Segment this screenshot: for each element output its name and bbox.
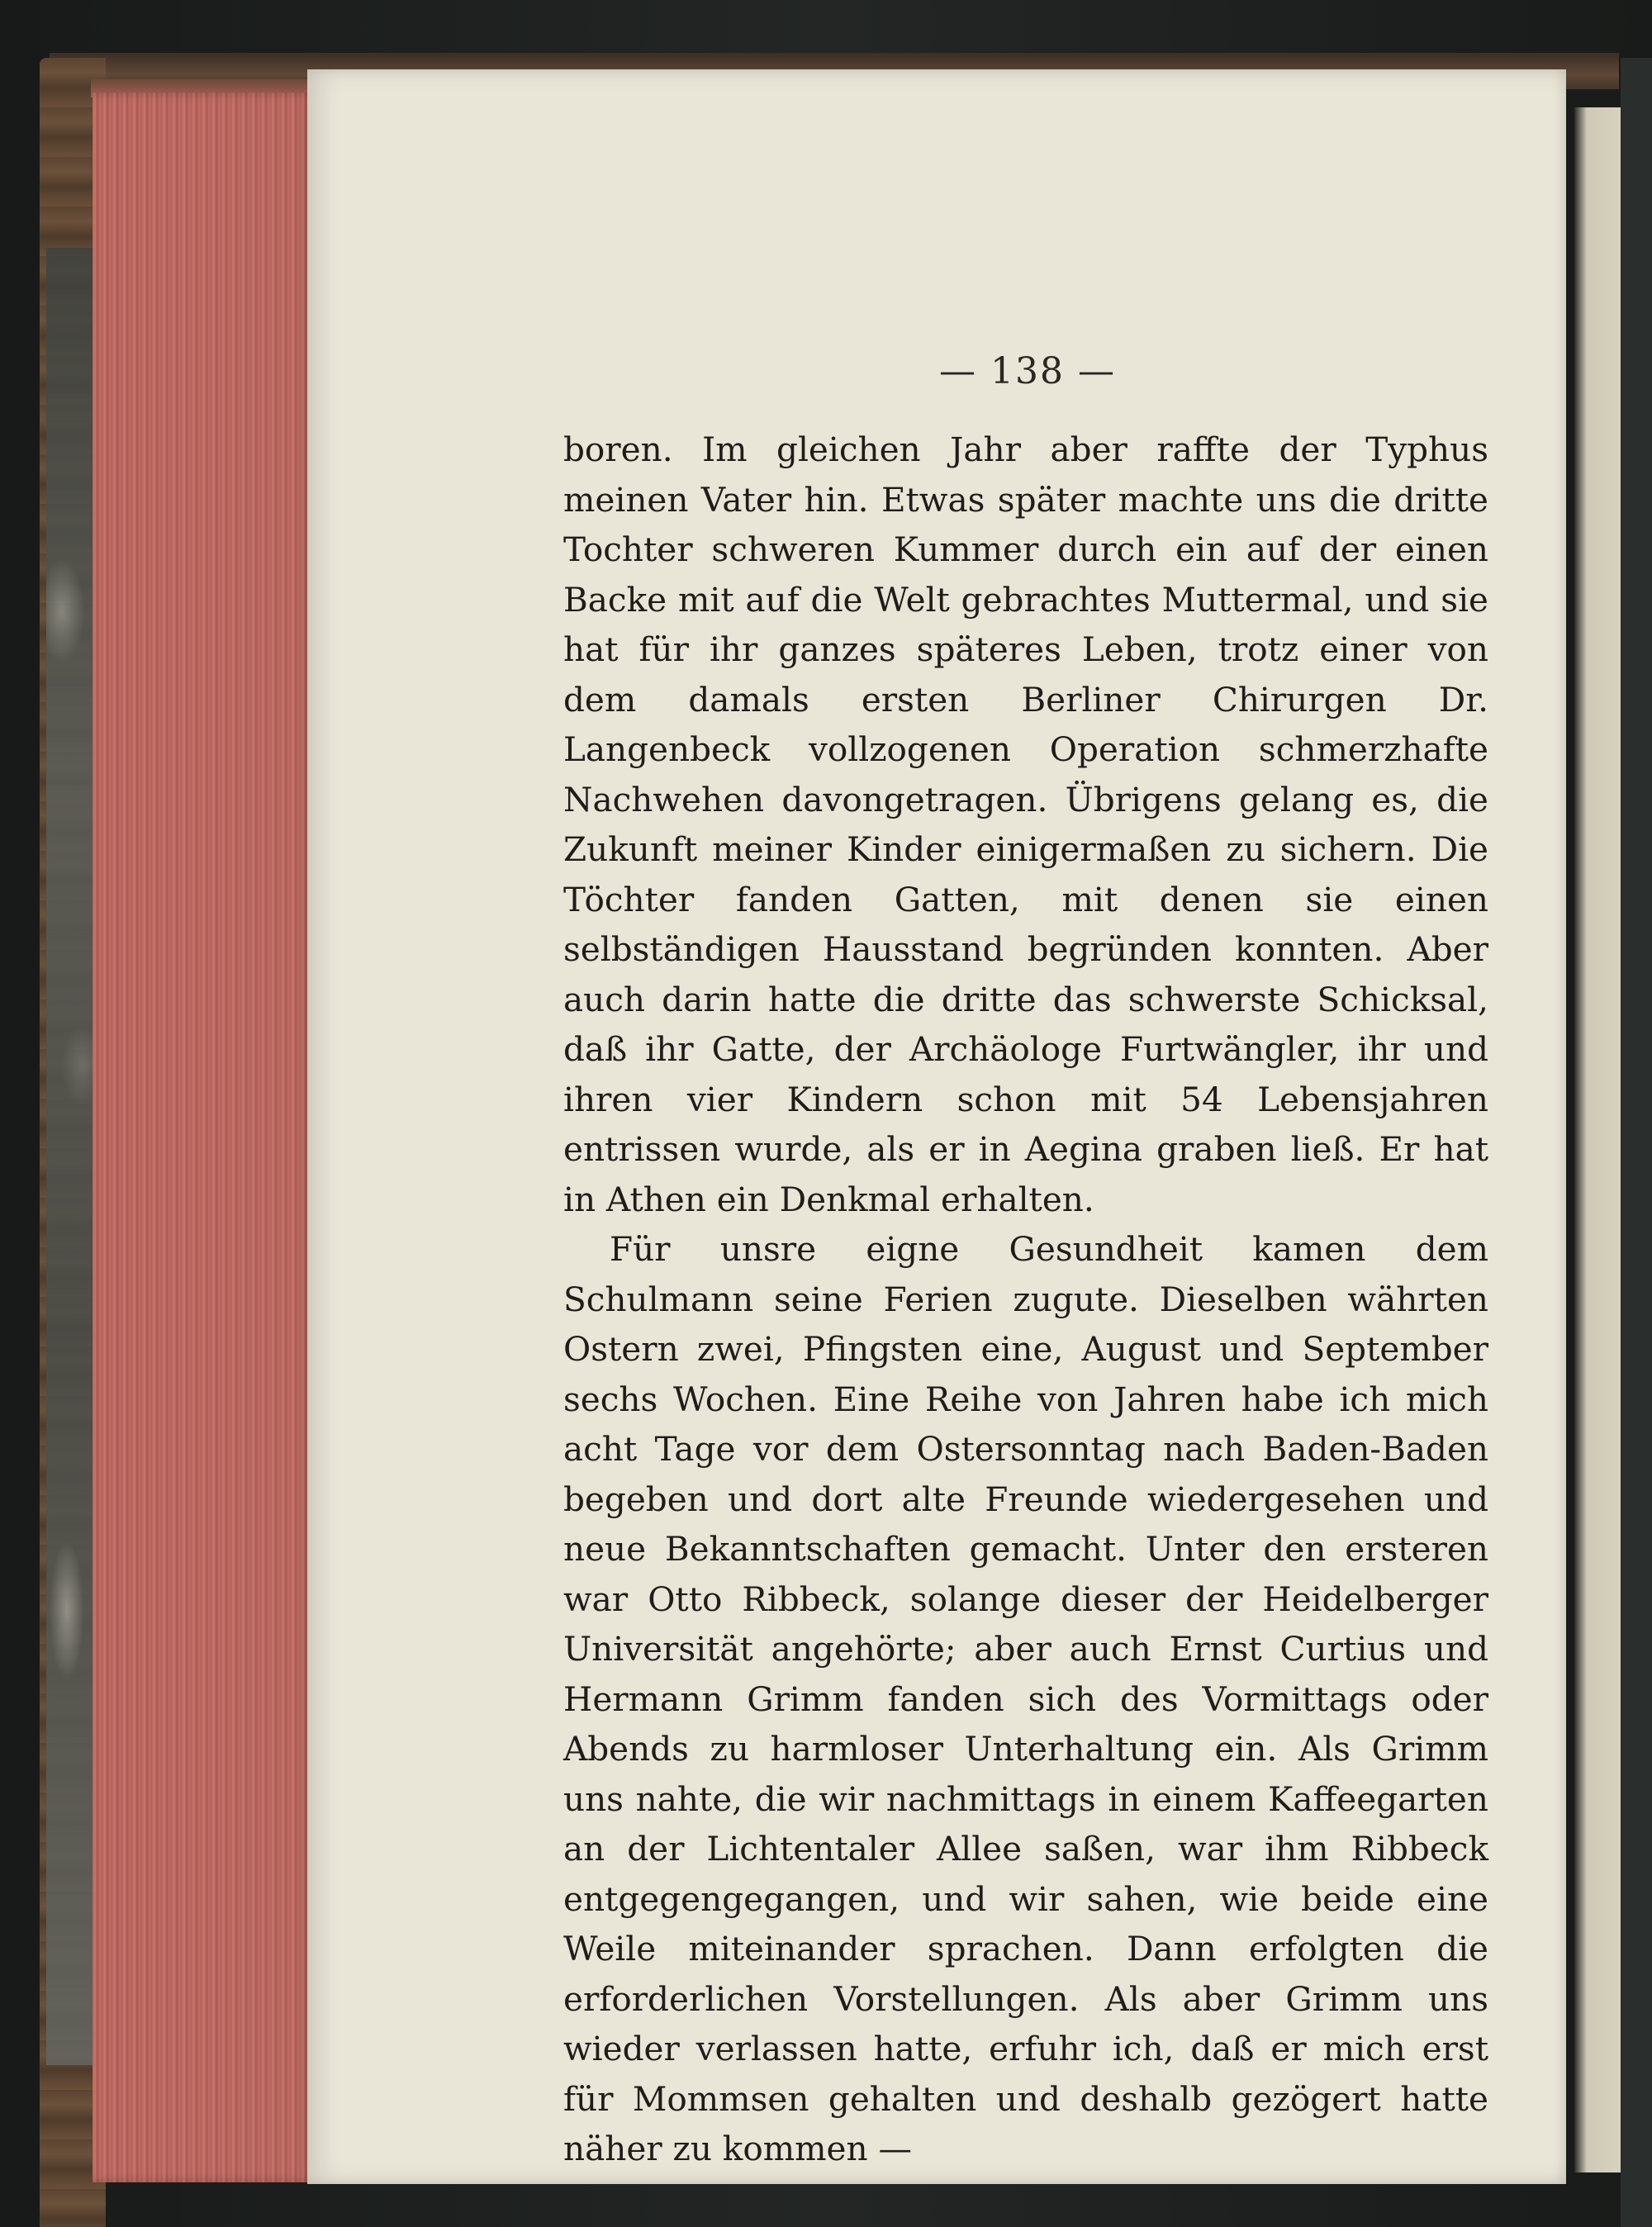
stacked-page-edges (93, 93, 314, 2182)
page-number: — 138 — (939, 350, 1116, 392)
paragraph-2: Für unsre eigne Gesundheit kamen dem Schulmann seine Ferien zugute. Dieselben währten Ostern zwei, Pfingsten eine, August und September sechs Wochen. Eine Reihe von Jahren habe ich mich acht Tage vor dem Ostersonntag nach Baden-Baden begeben und dort alte Freunde wiedergesehen und neue Bekanntschaften gemacht. Unter den ersteren war Otto Ribbeck, solange dieser der Heidelberger Universität angehörte; aber auch Ernst Curtius und Hermann Grimm fanden sich des Vormittags oder Abends zu harmloser Unterhaltung ein. Als Grimm uns nahte, die wir nachmittags in einem Kaffeegarten an der Lichtentaler Allee saßen, war ihm Ribbeck entgegengegangen, und wir sahen, wie beide eine Weile miteinander sprachen. Dann erfolgten die erforderlichen Vorstellungen. Als aber Grimm uns wieder verlassen hatte, erfuhr ich, daß er mich erst für Mommsen gehalten und deshalb gezögert hatte näher zu kommen — (563, 1229, 1488, 2168)
next-page-edge (1574, 107, 1624, 2172)
book-page (307, 69, 1566, 2184)
marbled-cover-pattern (46, 248, 97, 2065)
paragraph-1: boren. Im gleichen Jahr aber raffte der Typhus meinen Vater hin. Etwas später machte uns die dritte Tochter schweren Kummer durch ein auf der einen Backe mit auf die Welt gebrachtes Muttermal, und sie hat für ihr ganzes späteres Leben, trotz einer von dem damals ersten Berliner Chirurgen Dr. Langenbeck vollzogenen Operation schmerzhafte Nachwehen davongetragen. Übrigens gelang es, die Zukunft meiner Kinder einigermaßen zu sichern. Die Töchter fanden Gatten, mit denen sie einen selbständigen Hausstand begründen konnten. Aber auch darin hatte die dritte das schwerste Schicksal, daß ihr Gatte, der Archäologe Furtwängler, ihr und ihren vier Kindern schon mit 54 Lebensjahren entrissen wurde, als er in Aegina graben ließ. Er hat in Athen ein Denkmal erhalten. (563, 430, 1488, 1219)
book-cover-right (1621, 58, 1652, 2227)
page-text (563, 425, 1488, 2174)
